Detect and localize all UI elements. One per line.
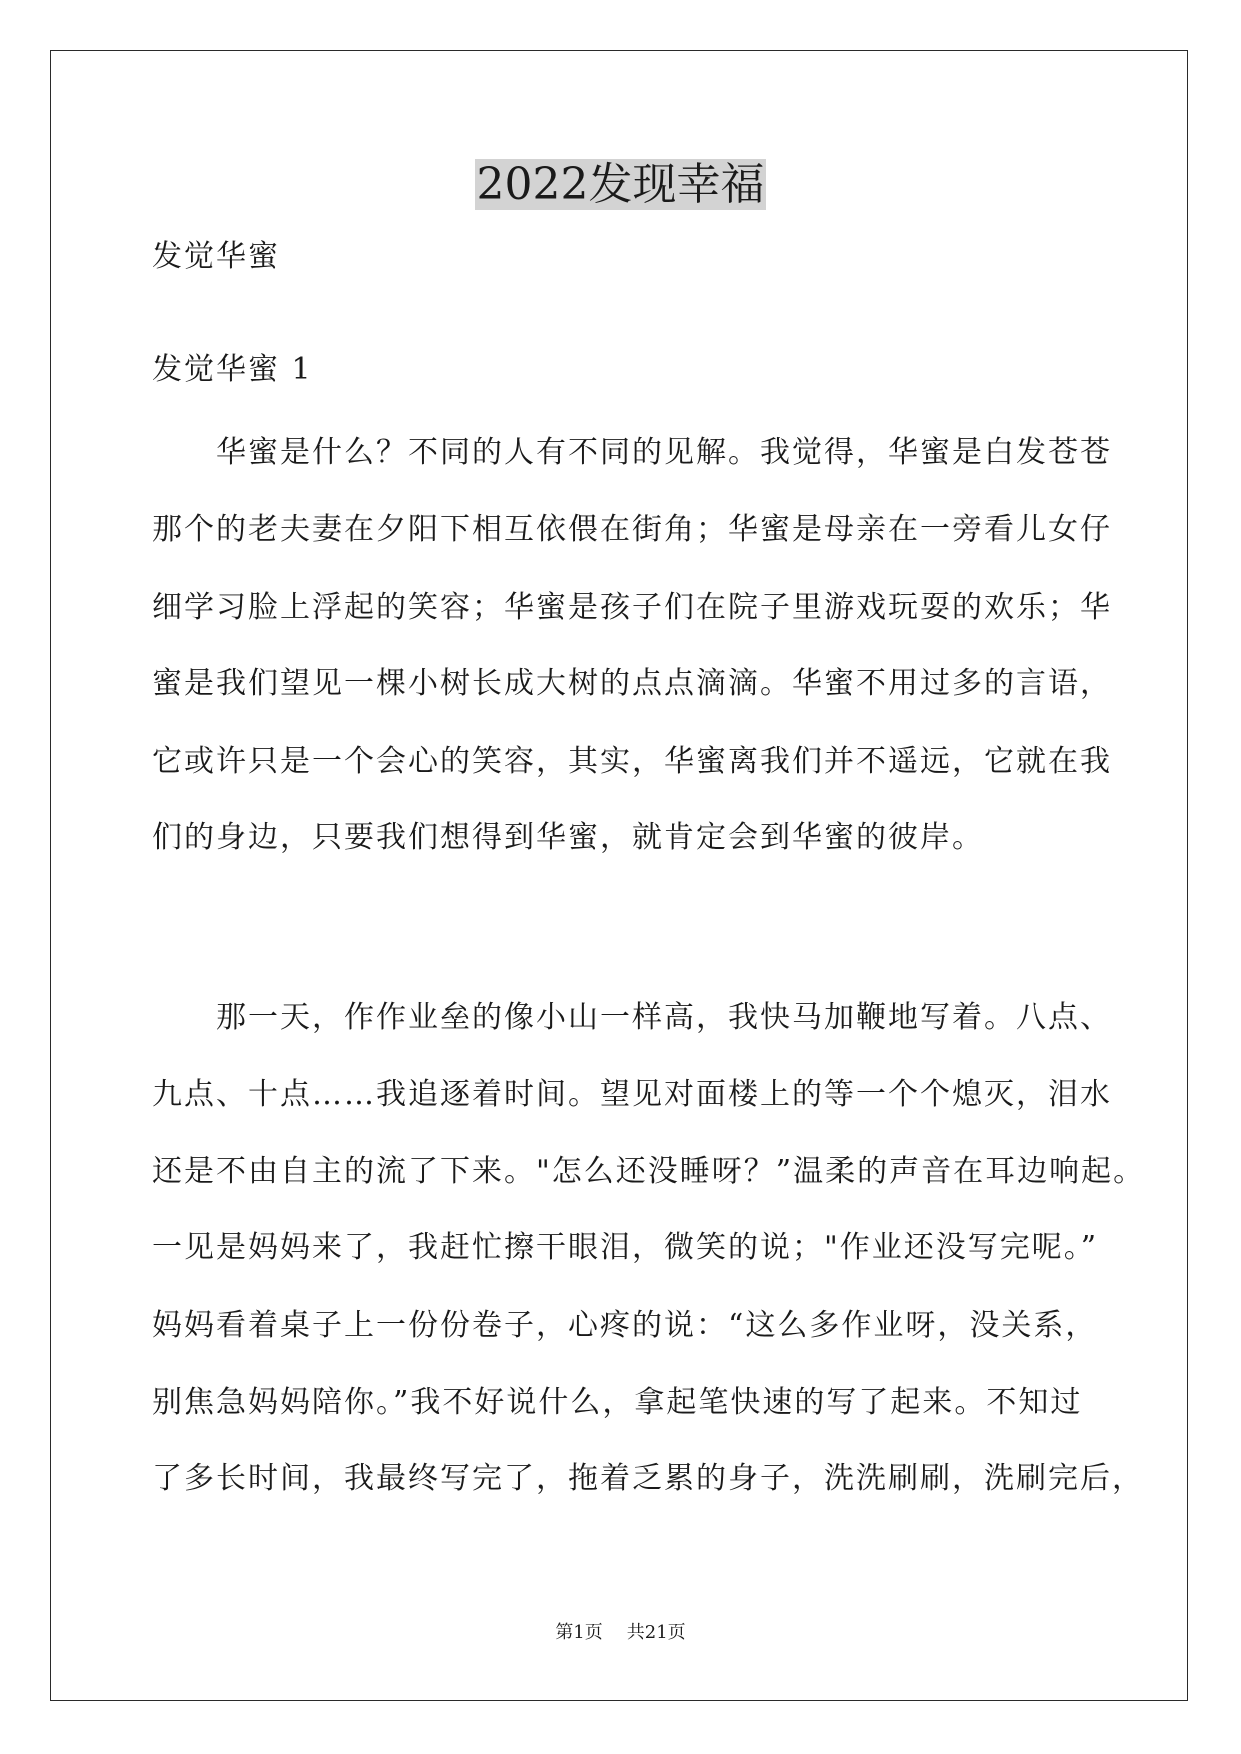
paragraph-2-line: 一见是妈妈来了，我赶忙擦干眼泪，微笑的说；"作业还没写完呢。” [152,1230,1099,1265]
paragraph-1-line: 细学习脸上浮起的笑容；华蜜是孩子们在院子里游戏玩耍的欢乐；华 [152,590,1112,625]
paragraph-2-line: 还是不由自主的流了下来。"怎么还没睡呀？”温柔的声音在耳边响起。 [152,1154,1146,1189]
paragraph-1-line: 蜜是我们望见一棵小树长成大树的点点滴滴。华蜜不用过多的言语， [152,666,1112,701]
paragraph-1-line: 华蜜是什么？不同的人有不同的见解。我觉得，华蜜是白发苍苍 [152,435,1112,470]
heading-2: 发觉华蜜 1 [152,352,313,387]
paragraph-2-line: 了多长时间，我最终写完了，拖着乏累的身子，洗洗刷刷，洗刷完后， [152,1461,1144,1496]
page-number: 第1页 [555,1622,603,1643]
heading-1: 发觉华蜜 [152,239,280,274]
paragraph-1-line: 那个的老夫妻在夕阳下相互依偎在街角；华蜜是母亲在一旁看儿女仔 [152,512,1112,547]
page-footer [0,1621,1241,1645]
document-title-text: 2022发现幸福 [476,159,765,210]
paragraph-2-line: 妈妈看着桌子上一份份卷子，心疼的说：“这么多作业呀，没关系， [152,1308,1098,1343]
paragraph-2-line: 九点、十点……我追逐着时间。望见对面楼上的等一个个熄灭，泪水 [152,1077,1112,1112]
paragraph-2-line: 那一天，作作业垒的像小山一样高，我快马加鞭地写着。八点、 [152,1000,1112,1035]
document-title [0,155,1241,215]
page-border [50,50,1188,1701]
paragraph-1-line: 们的身边，只要我们想得到华蜜，就肯定会到华蜜的彼岸。 [152,820,984,855]
paragraph-1-line: 它或许只是一个会心的笑容，其实，华蜜离我们并不遥远，它就在我 [152,744,1112,779]
page-total: 共21页 [626,1622,686,1643]
paragraph-2-line: 别焦急妈妈陪你。”我不好说什么，拿起笔快速的写了起来。不知过 [152,1385,1083,1420]
